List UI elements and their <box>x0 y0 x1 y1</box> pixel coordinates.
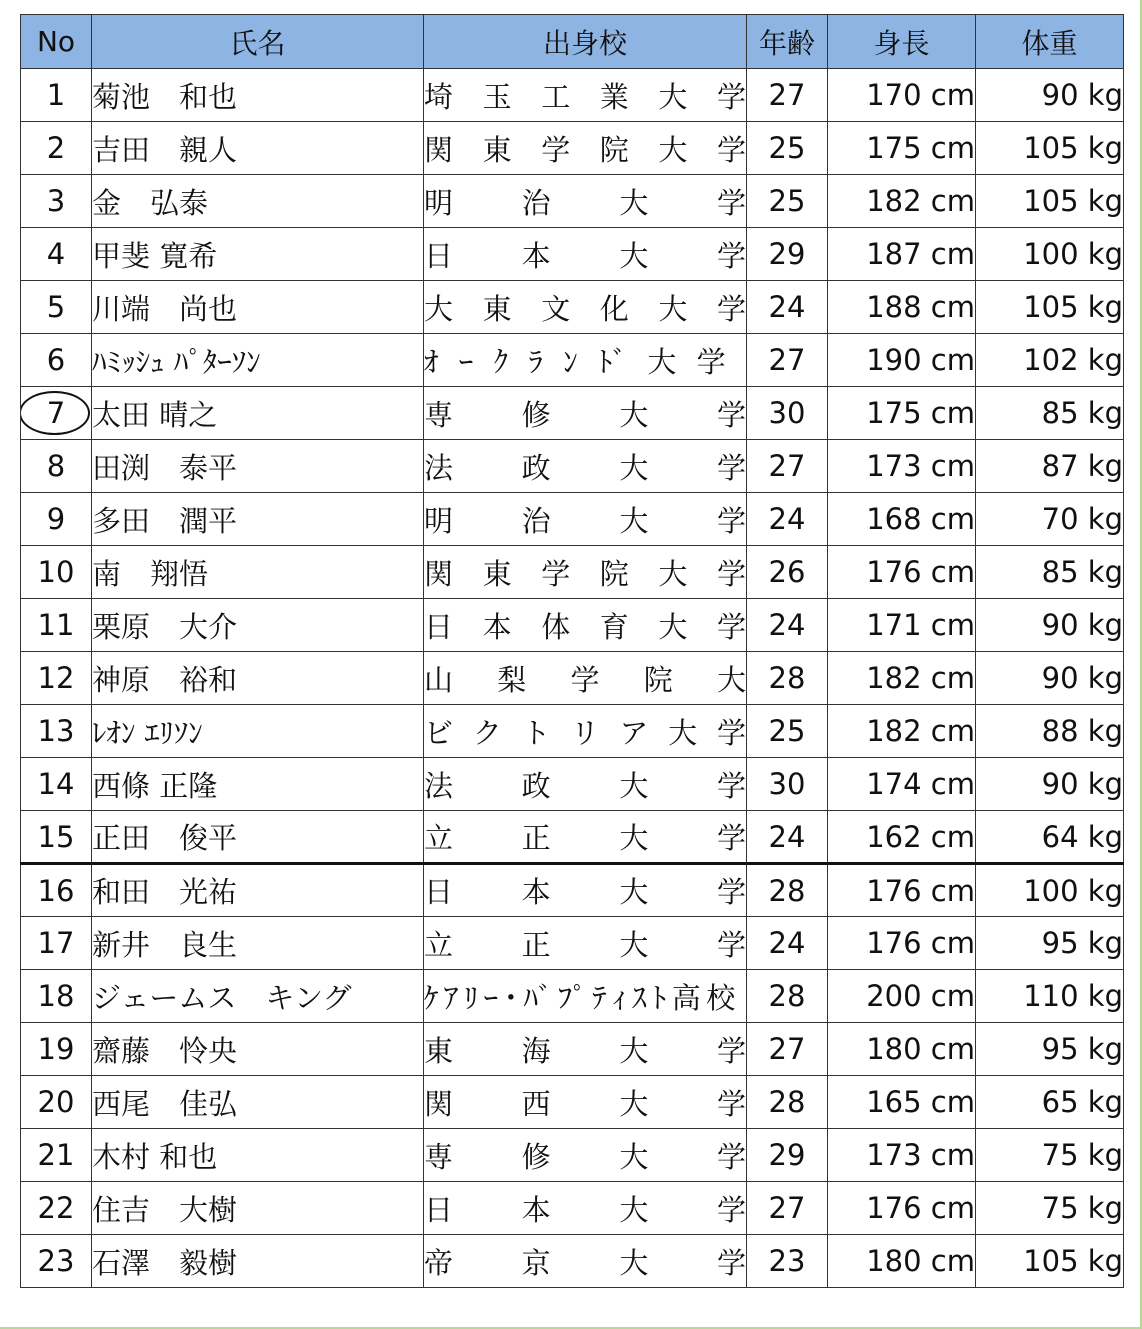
header-row <box>21 15 1124 69</box>
age-cell: 27 <box>747 334 828 387</box>
school-cell: 大東文化大学 <box>424 281 747 334</box>
player-name-cell: ﾚｵﾝ ｴﾘｿﾝ <box>92 705 424 758</box>
weight-cell: 90 kg <box>976 758 1124 811</box>
table-row <box>21 440 1124 493</box>
table-row <box>21 175 1124 228</box>
table-row <box>21 493 1124 546</box>
age-cell: 25 <box>747 175 828 228</box>
row-number-cell: 6 <box>21 334 92 387</box>
school-cell: 明治大学 <box>424 493 747 546</box>
school-cell: ｵｰｸﾗﾝﾄﾞ大学 <box>424 334 747 387</box>
weight-cell: 90 kg <box>976 599 1124 652</box>
height-cell: 176 cm <box>828 546 976 599</box>
player-name-cell: 川端 尚也 <box>92 281 424 334</box>
height-cell: 200 cm <box>828 970 976 1023</box>
player-name-cell: 吉田 親人 <box>92 122 424 175</box>
age-cell: 27 <box>747 1023 828 1076</box>
school-cell: 法政大学 <box>424 440 747 493</box>
age-cell: 28 <box>747 970 828 1023</box>
player-name-cell: 菊池 和也 <box>92 69 424 122</box>
height-cell: 175 cm <box>828 122 976 175</box>
school-cell: 立正大学 <box>424 811 747 864</box>
player-name-cell: 神原 裕和 <box>92 652 424 705</box>
header-name: 氏名 <box>92 15 424 69</box>
age-cell: 28 <box>747 652 828 705</box>
row-number-cell: 3 <box>21 175 92 228</box>
player-name-cell: 金 弘泰 <box>92 175 424 228</box>
school-cell: 立正大学 <box>424 917 747 970</box>
row-number-cell: 13 <box>21 705 92 758</box>
row-number-cell: 10 <box>21 546 92 599</box>
height-cell: 187 cm <box>828 228 976 281</box>
player-name-cell: 正田 俊平 <box>92 811 424 864</box>
circle-mark-annotation <box>21 391 91 435</box>
table-row <box>21 811 1124 864</box>
weight-cell: 70 kg <box>976 493 1124 546</box>
player-name-cell: 住吉 大樹 <box>92 1182 424 1235</box>
row-number-cell: 15 <box>21 811 92 864</box>
row-number-cell: 4 <box>21 228 92 281</box>
weight-cell: 105 kg <box>976 281 1124 334</box>
table-row <box>21 69 1124 122</box>
player-name-cell: 木村 和也 <box>92 1129 424 1182</box>
weight-cell: 85 kg <box>976 387 1124 440</box>
table-row <box>21 599 1124 652</box>
school-cell: ｹｱﾘｰ･ﾊﾞﾌﾟﾃｨｽﾄ高校 <box>424 970 747 1023</box>
table-row <box>21 281 1124 334</box>
row-number-cell: 21 <box>21 1129 92 1182</box>
age-cell: 29 <box>747 228 828 281</box>
height-cell: 182 cm <box>828 705 976 758</box>
age-cell: 26 <box>747 546 828 599</box>
height-cell: 173 cm <box>828 1129 976 1182</box>
height-cell: 180 cm <box>828 1235 976 1288</box>
weight-cell: 88 kg <box>976 705 1124 758</box>
weight-cell: 90 kg <box>976 652 1124 705</box>
table-row <box>21 228 1124 281</box>
header-no: No <box>21 15 92 69</box>
school-cell: 東海大学 <box>424 1023 747 1076</box>
age-cell: 30 <box>747 387 828 440</box>
player-name-cell: 西尾 佳弘 <box>92 1076 424 1129</box>
table-row <box>21 652 1124 705</box>
player-name-cell: 栗原 大介 <box>92 599 424 652</box>
age-cell: 27 <box>747 1182 828 1235</box>
height-cell: 175 cm <box>828 387 976 440</box>
school-cell: ビクトリア大学 <box>424 705 747 758</box>
age-cell: 27 <box>747 69 828 122</box>
height-cell: 182 cm <box>828 652 976 705</box>
table-row <box>21 1235 1124 1288</box>
height-cell: 176 cm <box>828 1182 976 1235</box>
weight-cell: 87 kg <box>976 440 1124 493</box>
table-row <box>21 1023 1124 1076</box>
weight-cell: 95 kg <box>976 1023 1124 1076</box>
age-cell: 23 <box>747 1235 828 1288</box>
player-name-cell: ジェームス キング <box>92 970 424 1023</box>
weight-cell: 75 kg <box>976 1129 1124 1182</box>
age-cell: 30 <box>747 758 828 811</box>
player-name-cell: 新井 良生 <box>92 917 424 970</box>
weight-cell: 100 kg <box>976 864 1124 917</box>
table-row <box>21 122 1124 175</box>
age-cell: 27 <box>747 440 828 493</box>
age-cell: 24 <box>747 811 828 864</box>
weight-cell: 105 kg <box>976 1235 1124 1288</box>
row-number-cell: 2 <box>21 122 92 175</box>
school-cell: 専修大学 <box>424 387 747 440</box>
weight-cell: 105 kg <box>976 122 1124 175</box>
school-cell: 法政大学 <box>424 758 747 811</box>
row-number-cell: 5 <box>21 281 92 334</box>
header-height: 身長 <box>828 15 976 69</box>
school-cell: 日本大学 <box>424 228 747 281</box>
row-number-cell: 1 <box>21 69 92 122</box>
table-row <box>21 334 1124 387</box>
player-name-cell: 多田 潤平 <box>92 493 424 546</box>
table-row <box>21 1076 1124 1129</box>
player-name-cell: 太田 晴之 <box>92 387 424 440</box>
age-cell: 25 <box>747 122 828 175</box>
school-cell: 帝京大学 <box>424 1235 747 1288</box>
row-number-cell: 16 <box>21 864 92 917</box>
header-weight: 体重 <box>976 15 1124 69</box>
player-name-cell: 南 翔悟 <box>92 546 424 599</box>
table-row <box>21 970 1124 1023</box>
row-number-cell: 9 <box>21 493 92 546</box>
row-number-cell: 8 <box>21 440 92 493</box>
height-cell: 176 cm <box>828 917 976 970</box>
school-cell: 山梨学院大 <box>424 652 747 705</box>
row-number-cell: 11 <box>21 599 92 652</box>
row-number-cell: 7 <box>21 387 92 440</box>
row-number-cell: 18 <box>21 970 92 1023</box>
school-cell: 関東学院大学 <box>424 546 747 599</box>
player-name-cell: 石澤 毅樹 <box>92 1235 424 1288</box>
weight-cell: 100 kg <box>976 228 1124 281</box>
school-cell: 専修大学 <box>424 1129 747 1182</box>
row-number-cell: 14 <box>21 758 92 811</box>
height-cell: 162 cm <box>828 811 976 864</box>
age-cell: 24 <box>747 917 828 970</box>
school-cell: 埼玉工業大学 <box>424 69 747 122</box>
height-cell: 171 cm <box>828 599 976 652</box>
weight-cell: 110 kg <box>976 970 1124 1023</box>
school-cell: 日本大学 <box>424 1182 747 1235</box>
age-cell: 28 <box>747 864 828 917</box>
weight-cell: 95 kg <box>976 917 1124 970</box>
weight-cell: 75 kg <box>976 1182 1124 1235</box>
height-cell: 165 cm <box>828 1076 976 1129</box>
school-cell: 日本体育大学 <box>424 599 747 652</box>
weight-cell: 64 kg <box>976 811 1124 864</box>
age-cell: 28 <box>747 1076 828 1129</box>
row-number-cell: 19 <box>21 1023 92 1076</box>
school-cell: 関東学院大学 <box>424 122 747 175</box>
player-name-cell: 西條 正隆 <box>92 758 424 811</box>
height-cell: 168 cm <box>828 493 976 546</box>
table-row <box>21 1129 1124 1182</box>
table-row <box>21 546 1124 599</box>
height-cell: 170 cm <box>828 69 976 122</box>
table-row <box>21 758 1124 811</box>
row-number-cell: 23 <box>21 1235 92 1288</box>
school-cell: 明治大学 <box>424 175 747 228</box>
height-cell: 174 cm <box>828 758 976 811</box>
roster-table <box>20 14 1124 1288</box>
height-cell: 180 cm <box>828 1023 976 1076</box>
height-cell: 173 cm <box>828 440 976 493</box>
player-name-cell: 甲斐 寛希 <box>92 228 424 281</box>
height-cell: 190 cm <box>828 334 976 387</box>
height-cell: 182 cm <box>828 175 976 228</box>
player-name-cell: 和田 光祐 <box>92 864 424 917</box>
table-row <box>21 705 1124 758</box>
weight-cell: 102 kg <box>976 334 1124 387</box>
row-number-cell: 12 <box>21 652 92 705</box>
age-cell: 25 <box>747 705 828 758</box>
player-name-cell: 齋藤 怜央 <box>92 1023 424 1076</box>
table-row <box>21 1182 1124 1235</box>
header-school: 出身校 <box>424 15 747 69</box>
age-cell: 29 <box>747 1129 828 1182</box>
age-cell: 24 <box>747 493 828 546</box>
school-cell: 関西大学 <box>424 1076 747 1129</box>
school-cell: 日本大学 <box>424 864 747 917</box>
weight-cell: 90 kg <box>976 69 1124 122</box>
header-age: 年齢 <box>747 15 828 69</box>
player-name-cell: ﾊﾐｯｼｭ ﾊﾟﾀｰｿﾝ <box>92 334 424 387</box>
table-row <box>21 864 1124 917</box>
table-row <box>21 387 1124 440</box>
weight-cell: 65 kg <box>976 1076 1124 1129</box>
weight-cell: 85 kg <box>976 546 1124 599</box>
age-cell: 24 <box>747 599 828 652</box>
player-name-cell: 田渕 泰平 <box>92 440 424 493</box>
row-number-cell: 17 <box>21 917 92 970</box>
age-cell: 24 <box>747 281 828 334</box>
weight-cell: 105 kg <box>976 175 1124 228</box>
height-cell: 176 cm <box>828 864 976 917</box>
row-number-cell: 20 <box>21 1076 92 1129</box>
row-number-cell: 22 <box>21 1182 92 1235</box>
table-row <box>21 917 1124 970</box>
height-cell: 188 cm <box>828 281 976 334</box>
